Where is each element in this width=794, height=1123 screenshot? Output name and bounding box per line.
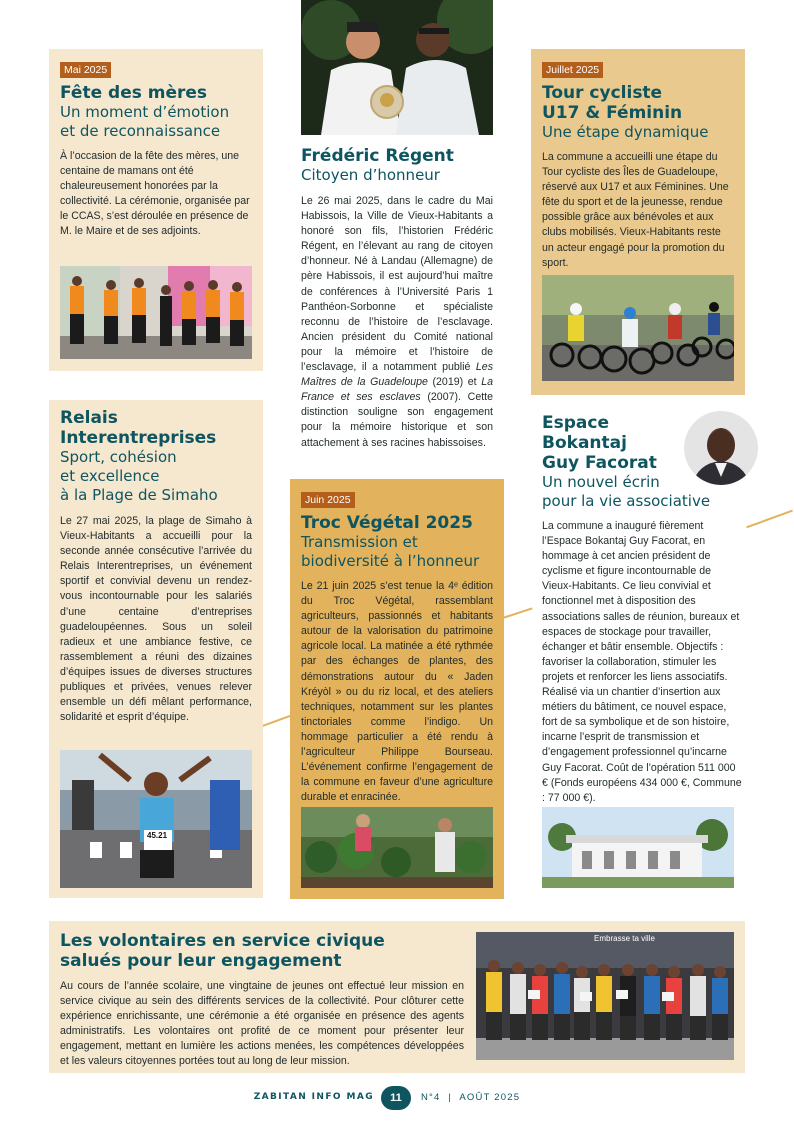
separator: |: [448, 1092, 453, 1103]
issue-date: AOÛT 2025: [459, 1092, 521, 1103]
article-subtitle: pour la vie associative: [542, 492, 711, 510]
article-title: Les volontaires en service civique: [60, 931, 385, 951]
fete-meres-photo: [60, 266, 252, 359]
article-body: À l’occasion de la fête des mères, une centaine de mamans ont été chaleureusement honorées par la collectivité. La cérémonie, organisée par le CCAS, s’est déroulée en présence de M. le Maire et de ses adjoints.: [60, 150, 250, 238]
article-subtitle: Sport, cohésion: [60, 448, 177, 466]
article-title: Fête des mères: [60, 83, 208, 103]
article-body: [301, 194, 493, 451]
article-body: La commune a accueilli une étape du Tour cycliste des Îles de Guadeloupe, réservé aux U17 et aux Féminines. Une fête du sport et de la jeunesse, rendue possible grâce aux bénévoles et aux clubs mobilisés. Vieux-Habitants reste un acteur engagé pour la promotion du sport.: [542, 151, 729, 269]
relais-photo: [60, 750, 252, 888]
article-title: Interentreprises: [60, 428, 217, 448]
issue-info: [421, 1092, 520, 1103]
book-title: La France et ses esclaves: [301, 376, 493, 404]
regent-article: [301, 146, 493, 451]
page-number-badge: [381, 1086, 411, 1110]
footer: [0, 1086, 794, 1110]
book-title: Les Maîtres de la Guadeloupe: [301, 361, 493, 389]
article-body: Au cours de l’année scolaire, une vingtaine de jeunes ont effectué leur mission en service civique au sein des différents services de la collectivité. Pour clôturer cette expérience enrichissante, une cérémonie a été organisée en présence des agents administratifs. Les volontaires ont profité de ce moment pour présenter leur engagement, mettant en lumière les actions menées, les compétences développées et les valeurs citoyennes portées tout au long de leur mission.: [60, 980, 464, 1068]
guy-facorat-portrait: [684, 411, 758, 485]
race-bib-number: 45.21: [147, 831, 168, 840]
connector-line: [504, 607, 533, 618]
body-text: (2007). Cette distinction souligne son engagement pour la mémoire historique et son attachement à ses racines habissoises.: [301, 391, 493, 449]
article-subtitle: Un nouvel écrin: [542, 473, 660, 491]
page-number: 11: [390, 1092, 402, 1104]
espace-bokantaj-photo: [542, 807, 734, 888]
article-title: U17 & Féminin: [542, 103, 683, 123]
tour-cycliste-photo: [542, 275, 734, 381]
date-tag: Juin 2025: [301, 492, 355, 508]
photo-banner-text: Embrasse ta ville: [594, 934, 655, 943]
article-body: Le 21 juin 2025 s’est tenue la 4ᵉ édition du Troc Végétal, rassemblant agriculteurs, passionnés et habitants autour de la valorisation du patrimoine agricole local. La matinée a été rythmée par des échanges de plantes, des démonstrations autour du « Jaden Kréyòl » ou du riz local, et des ateliers techniques, notamment sur les plantes tinctoriales comme l’indigo. Un hommage particulier a été rendu à l’agriculteur Philippe Bourseau. L’événement confirme l’engagement de la commune en faveur d’une agriculture durable et enracinée.: [301, 580, 493, 804]
article-subtitle: biodiversité à l’honneur: [301, 552, 480, 570]
article-title: Frédéric Régent: [301, 146, 454, 166]
article-subtitle: Citoyen d’honneur: [301, 166, 440, 184]
article-subtitle: Une étape dynamique: [542, 123, 709, 141]
article-title: Relais: [60, 408, 118, 428]
article-subtitle: et excellence: [60, 467, 160, 485]
date-tag: Mai 2025: [60, 62, 111, 78]
issue-number: N°4: [421, 1092, 441, 1103]
article-subtitle: Transmission et: [301, 533, 418, 551]
article-subtitle: et de reconnaissance: [60, 122, 221, 140]
magazine-name: ZABITAN INFO MAG: [253, 1092, 374, 1102]
article-title: salués pour leur engagement: [60, 951, 342, 971]
article-title: Espace: [542, 413, 609, 433]
body-text: Le 26 mai 2025, dans le cadre du Mai Habissois, la Ville de Vieux-Habitants a honoré son fils, l’historien Frédéric Régent, en l’élevant au rang de citoyen d’honneur. Né à Landau (Allemagne) de père Habissois, il est aujourd’hui maître de conférences à l’Université Paris 1 Panthéon-Sorbonne et spécialiste reconnu de l’histoire de l’esclavage. Ancien président du Comité national pour la mémoire et l’histoire de l’esclavage, il a notamment publié: [301, 195, 493, 374]
article-title: Guy Facorat: [542, 453, 657, 473]
article-title: Troc Végétal 2025: [301, 513, 473, 533]
volontaires-photo: [476, 932, 734, 1060]
article-body: La commune a inauguré fièrement l’Espace Bokantaj Guy Facorat, en hommage à cet ancien président de cyclisme et figure incontournable de Vieux-Habitants. Ce lieu convivial et fonctionnel met à disposition des associations salles de réunion, bureaux et espaces de stockage pour travailler, échanger et bâtir ensemble. Objectifs : favoriser la collaboration, stimuler les projets et renforcer les liens associatifs. Réalisé via un chantier d’insertion aux métiers du bâtiment, ce nouvel espace, fort de sa symbolique et de son histoire, incarne l’esprit de transmission et d’engagement professionnel qu’incarne Guy Facorat. Coût de l’opération 511 000 € (Fonds européens 434 000 €, Commune : 77 000 €).: [542, 520, 742, 804]
article-subtitle: Un moment d’émotion: [60, 103, 230, 121]
connector-line: [259, 714, 293, 728]
article-body: Le 27 mai 2025, la plage de Simaho à Vieux-Habitants a accueilli pour la seconde année consécutive l’arrivée du Relais Interentreprises, un événement sportif et convivial devenu un rendez-vous incontournable pour les salariés d’une centaine d’entreprises guadeloupéennes. Sous un soleil radieux et une ambiance festive, ce rassemblement a réuni des dizaines d’équipes issues de diverses structures publiques et privées, venues relever ensemble un défi mêlant performance, solidarité et esprit d’équipe.: [60, 515, 252, 724]
troc-vegetal-photo: [301, 807, 493, 888]
article-subtitle: à la Plage de Simaho: [60, 486, 218, 504]
regent-photo: [301, 0, 493, 135]
date-tag: Juillet 2025: [542, 62, 603, 78]
article-title: Tour cycliste: [542, 83, 663, 103]
connector-line: [746, 510, 793, 528]
article-title: Bokantaj: [542, 433, 627, 453]
body-text: (2019) et: [427, 376, 482, 389]
